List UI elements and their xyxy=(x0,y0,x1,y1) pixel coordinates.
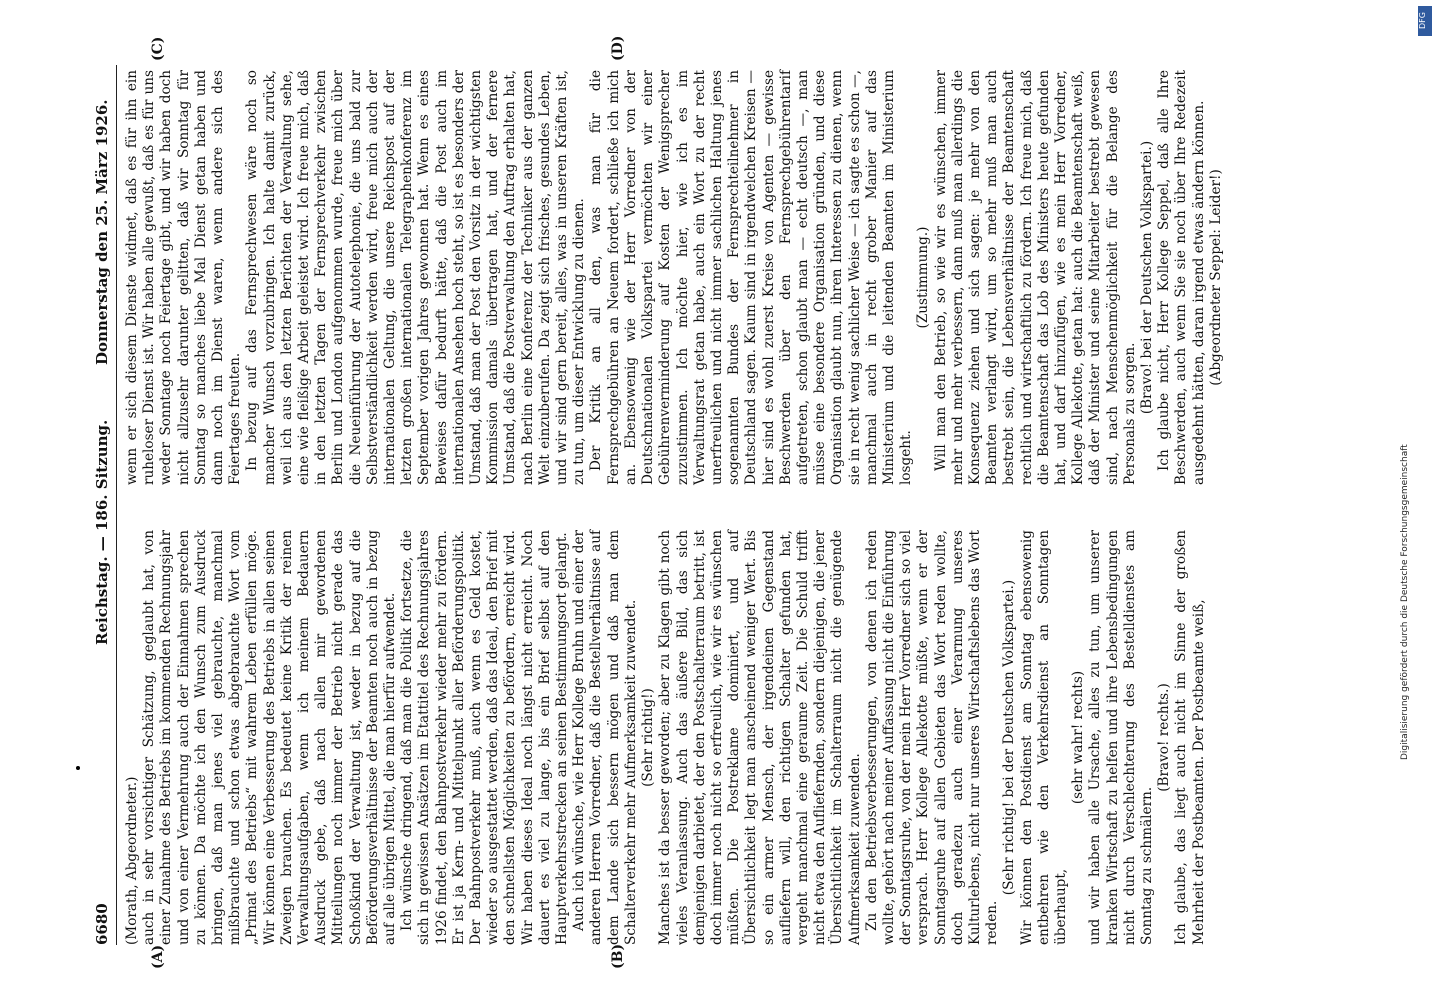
paragraph: Manches ist da besser geworden; aber zu Klagen gibt noch vieles Veranlassung. Auch das äußere Bild, das sich demjenigen darbietet, der den Postschalterraum betritt, ist doch immer noch nicht so erfreulich, wie wir es wünschen müßten. Die Postreklame dominiert, und auf Übersichtlichkeit legt man anscheinend weniger Wert. Bis so ein armer Mensch, der irgendeinen Gegenstand aufliefern will, den richtigen Schalter gefunden hat, vergeht manchmal eine geraume Zeit. Die Schuld trifft nicht etwa den Aufliefernden, sondern diejenigen, die jener Übersichtlichkeit im Schalterraum nicht die genügende Aufmerksamkeit zuwenden. xyxy=(657,530,863,945)
paragraph: Wir können den Postdienst am Sonntag ebensowenig entbehren wie den Verkehrsdienst an Sonntagen überhaupt, xyxy=(1018,530,1069,945)
margin-letter-a: (A) xyxy=(150,944,166,969)
paragraph: Ich glaube, das liegt auch nicht im Sinne der großen Mehrheit der Postbeamten. Der Postbeamte weiß, xyxy=(1173,530,1207,945)
session-date: Donnerstag den 25. März 1926. xyxy=(93,99,111,365)
left-column xyxy=(124,530,1208,945)
paragraph: Auch ich wünsche, wie Herr Kollege Bruhn und einer der anderen Herren Vorredner, daß die Bestellverhältnisse auf dem Lande sich bessern mögen und daß man dem Schalterverkehr mehr Aufmerksamkeit zuwendet. xyxy=(571,530,639,945)
dfg-logo: DFG xyxy=(1418,6,1432,36)
speck-mark xyxy=(76,766,80,770)
interjection: (Sehr richtig! bei der Deutschen Volkspartei.) xyxy=(1001,579,1018,896)
interjection: (Bravo! rechts.) xyxy=(1156,683,1173,792)
margin-letter-d: (D) xyxy=(610,35,626,61)
paragraph: In bezug auf das Fernsprechwesen wäre noch so mancher Wunsch vorzubringen. Ich halte damit zurück, weil ich aus den letzten Berichten der Verwaltung sehe, eine wie fleißige Arbeit geleistet wird. Ich freue mich, daß in den letzten Tagen der Fernsprechverkehr zwischen Berlin und London aufgenommen wurde, freue mich über die Neueinführung der Autotelephonie, die uns bald zur Selbstverständlichkeit werden wird, freue mich auch der internationalen Geltung, die unsere Reichspost auf der letzten großen internationalen Telegraphenkonferenz im September vorigen Jahres gewonnen hat. Wenn es eines Beweises dafür bedurft hätte, daß die Post auch im internationalen Ansehen hoch steht, so ist es besonders der Umstand, daß man der Post den Vorsitz in der wichtigsten Kommission damals übertragen hat, und der fernere Umstand, daß die Postverwaltung den Auftrag erhalten hat, nach Berlin eine Konferenz der Techniker aus der ganzen Welt einzuberufen. Da zeigt sich frisches, gesundes Leben, und wir sind gern bereit, alles, was in unseren Kräften ist, zu tun, um dieser Entwicklung zu dienen. xyxy=(244,70,588,485)
paragraph: Zu den Betriebsverbesserungen, von denen ich reden wollte, gehört nach meiner Auffassung nicht die Einführung der Sonntagsruhe, von der mein Herr Vorredner sich so viel versprach. Herr Kollege Allekotte müßte, wenn er der Sonntagsruhe auf allen Gebieten das Wort reden wollte, doch geradezu auch einer Verarmung unseres Kulturlebens, nicht nur unseres Wirtschaftslebens das Wort reden. xyxy=(863,530,1001,945)
interjection: (Zustimmung.) xyxy=(915,226,932,329)
speaker-line: (Morath, Abgeordneter.) xyxy=(124,776,140,945)
interjection: (sehr wahr! rechts) xyxy=(1070,670,1087,805)
paragraph: auch in sehr vorsichtiger Schätzung, geglaubt hat, von einer Zunahme des Betriebs im kommenden Rechnungsjahr und von einer Vermehrung auch der Einnahmen sprechen zu können. Da möchte ich den Wunsch zum Ausdruck bringen, daß man jenes viel gebrauchte, manchmal mißbrauchte und schon etwas abgebrauchte Wort vom „Primat des Betriebs“ mit wahrem Leben erfüllen möge. Wir können eine Verbesserung des Betriebs in allen seinen Zweigen brauchen. Es bedeutet keine Kritik der reinen Verwaltungsaufgaben, wenn ich meinem Bedauern Ausdruck gebe, daß nach allen mir gewordenen Mitteilungen noch immer der Betrieb nicht gerade das Schoßkind der Verwaltung ist, weder in bezug auf die Beförderungsverhältnisse der Beamten noch auch in bezug auf alle übrigen Mittel, die man hierfür aufwendet. xyxy=(141,530,399,945)
paragraph: und wir haben alle Ursache, alles zu tun, um unserer kranken Wirtschaft zu helfen und ihre Lebensbedingungen nicht durch Verschlechterung des Bestelldienstes am Sonntag zu schmälern. xyxy=(1087,530,1155,945)
paragraph: Will man den Betrieb, so wie wir es wünschen, immer mehr und mehr verbessern, dann muß man allerdings die Konsequenz ziehen und sich sagen: je mehr von den Beamten verlangt wird, um so mehr muß man auch bestrebt sein, die Lebensverhältnisse der Beamtenschaft rechtlich und wirtschaftlich zu fördern. Ich freue mich, daß die Beamtenschaft das Lob des Ministers heute gefunden hat, und darf hinzufügen, wie es mein Herr Vorredner, Kollege Allekotte, getan hat: auch die Beamtenschaft weiß, daß der Minister und seine Mitarbeiter bestrebt gewesen sind, nach Menschenmöglichkeit für die Belange des Personals zu sorgen. xyxy=(932,70,1138,485)
paragraph: Der Kritik an all den, was man für die Fernsprechgebühren an Neuem fordert, schließe ich mich an. Ebensowenig wie der Herr Vorredner von der Deutschnationalen Volkspartei vermöchten wir einer Gebührenverminderung auf Kosten der Wenigsprecher zuzustimmen. Ich möchte hier, wie ich es im Verwaltungsrat getan habe, auch ein Wort zu der recht unerfreulichen und nicht immer sachlichen Haltung jenes sogenannten Bundes der Fernsprechteilnehmer in Deutschland sagen. Kaum sind in irgendwelchen Kreisen — hier sind es wohl zuerst Kreise von Agenten — gewisse Beschwerden über den Fernsprechgebührentarif aufgetreten, schon glaubt man — echt deutsch —, man müsse eine besondere Organisation gründen, und diese Organisation glaubt nun, ihren Interessen zu dienen, wenn sie in recht wenig sachlicher Weise — ich sagte es schon —, manchmal auch in recht grober Manier auf das Ministerium und die leitenden Beamten im Ministerium losgeht. xyxy=(588,70,915,485)
paragraph: wenn er sich diesem Dienste widmet, daß es für ihn ein ruheloser Dienst ist. Wir haben alle gewußt, daß es für uns weder Sonntage noch Feiertage gibt, und wir haben doch nicht allzusehr darunter gelitten, daß wir Sonntag für Sonntag so manches liebe Mal Dienst getan haben und dann noch im Dienst waren, wenn andere sich des Feiertages freuten. xyxy=(124,70,244,485)
margin-letter-c: (C) xyxy=(150,36,166,61)
paragraph: Ich glaube nicht, Herr Kollege Seppel, daß alle Ihre Beschwerden, auch wenn Sie sie noch über Ihre Redezeit ausgedehnt hätten, daran irgend etwas ändern können. xyxy=(1156,70,1207,485)
right-column xyxy=(124,70,1225,485)
rotated-page xyxy=(90,35,1320,969)
page-number: 6680 xyxy=(93,903,111,945)
session-title: Reichstag. — 186. Sitzung. xyxy=(93,419,111,645)
digitization-credit: Digitalisierung gefördert durch die Deutsche Forschungsgemeinschaft xyxy=(1400,444,1410,760)
interjection: (Abgeordneter Seppel: Leider!) xyxy=(1207,169,1224,386)
interjection: (Bravo! bei der Deutschen Volkspartei.) xyxy=(1138,140,1155,415)
header-rule xyxy=(116,65,117,945)
margin-letter-b: (B) xyxy=(610,943,626,969)
paragraph: Ich wünsche dringend, daß man die Politik fortsetze, die sich in gewissen Ansätzen im Etattitel des Rechnungsjahres 1926 findet, den Bahnpostverkehr wieder mehr zu fördern. Er ist ja Kern- und Mittelpunkt aller Beförderungspolitik. Der Bahnpostverkehr muß, auch wenn es Geld kostet, wieder so ausgestattet werden, daß das Ideal, den Brief mit den schnellsten Möglichkeiten zu befördern, erreicht wird. Wir haben dieses Ideal noch längst nicht erreicht. Noch dauert es viel zu lange, bis ein Brief selbst auf den Hauptverkehrsstrecken an seinen Bestimmungsort gelangt. xyxy=(399,530,571,945)
interjection: (Sehr richtig!) xyxy=(640,688,657,787)
